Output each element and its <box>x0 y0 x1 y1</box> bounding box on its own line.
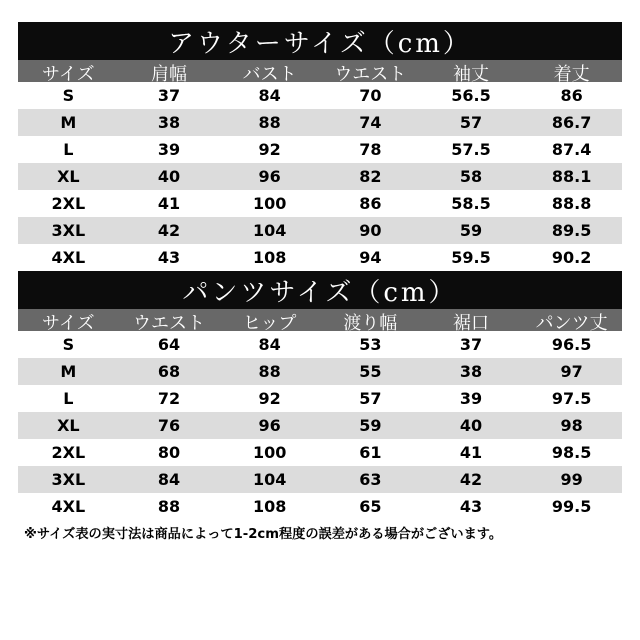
pants-table-cell: 88 <box>258 362 281 381</box>
pants-table-cell: L <box>63 389 74 408</box>
pants-table-cell: 100 <box>252 443 287 462</box>
outer-table-row <box>18 136 622 163</box>
pants-header-cell: ウエスト <box>132 313 205 334</box>
pants-table-cell: 96.5 <box>551 335 592 354</box>
outer-table-cell: 37 <box>157 86 181 105</box>
pants-table-cell: 53 <box>359 335 382 354</box>
pants-header-cell: 渡り幅 <box>343 313 398 334</box>
pants-header-cell: ヒップ <box>242 313 297 334</box>
outer-table-row <box>18 163 622 190</box>
outer-table-row <box>18 109 622 136</box>
pants-table-cell: 38 <box>459 362 483 381</box>
pants-table-cell: 72 <box>157 389 181 408</box>
pants-table-cell: 41 <box>459 443 483 462</box>
outer-size-title: アウターサイズ（cm） <box>18 22 622 60</box>
pants-table-cell: 39 <box>459 389 483 408</box>
outer-table-cell: 2XL <box>51 194 86 213</box>
pants-table-cell: 3XL <box>51 470 86 489</box>
pants-table-cell: 98 <box>560 416 583 435</box>
outer-table-cell: 104 <box>252 221 287 240</box>
outer-table-cell: 100 <box>252 194 287 213</box>
outer-table-cell: M <box>60 113 77 132</box>
pants-table-row <box>18 331 622 358</box>
pants-table-cell: XL <box>57 416 80 435</box>
size-note: ※サイズ表の実寸法は商品によって1-2cm程度の誤差がある場合がございます。 <box>24 526 503 542</box>
pants-size-title: パンツサイズ（cm） <box>18 271 622 309</box>
outer-table-cell: 90.2 <box>551 248 592 267</box>
outer-table-cell: 88.1 <box>551 167 592 186</box>
outer-table-cell: 78 <box>359 140 382 159</box>
outer-table-cell: L <box>63 140 74 159</box>
pants-table-cell: 84 <box>157 470 181 489</box>
pants-table-cell: 43 <box>459 497 483 516</box>
pants-table-cell: 98.5 <box>551 443 592 462</box>
pants-table-row <box>18 493 622 520</box>
outer-header-cell: 肩幅 <box>150 64 187 85</box>
pants-table-cell: 76 <box>157 416 181 435</box>
pants-table-cell: 4XL <box>51 497 86 516</box>
outer-table-cell: 70 <box>359 86 382 105</box>
pants-table-cell: 37 <box>459 335 483 354</box>
outer-table-cell: 92 <box>258 140 281 159</box>
pants-table-cell: 97.5 <box>551 389 592 408</box>
pants-table-cell: 108 <box>252 497 287 516</box>
outer-table-cell: 74 <box>359 113 382 132</box>
pants-table-cell: 40 <box>459 416 483 435</box>
outer-table-cell: 56.5 <box>451 86 491 105</box>
pants-table-cell: 92 <box>258 389 281 408</box>
outer-table-cell: 86 <box>359 194 382 213</box>
outer-table-cell: 82 <box>359 167 382 186</box>
pants-table-cell: 55 <box>359 362 382 381</box>
outer-table-row <box>18 190 622 217</box>
outer-table-cell: 57 <box>459 113 483 132</box>
outer-table-cell: 42 <box>157 221 181 240</box>
pants-table-cell: S <box>62 335 75 354</box>
outer-table-cell: S <box>62 86 75 105</box>
outer-table-cell: 87.4 <box>551 140 592 159</box>
outer-table-cell: 89.5 <box>551 221 592 240</box>
outer-table-cell: 59 <box>459 221 483 240</box>
outer-table-cell: 38 <box>157 113 181 132</box>
outer-header-cell: 着丈 <box>553 64 590 85</box>
outer-header-cell: バスト <box>242 64 297 85</box>
outer-table-row <box>18 217 622 244</box>
pants-table-cell: 96 <box>258 416 281 435</box>
pants-table-cell: 104 <box>252 470 287 489</box>
pants-table-row <box>18 385 622 412</box>
outer-table-cell: 39 <box>157 140 181 159</box>
outer-table-cell: 86 <box>560 86 583 105</box>
outer-table-body <box>18 82 622 271</box>
pants-table-cell: 42 <box>459 470 483 489</box>
pants-table-cell: 63 <box>359 470 382 489</box>
outer-table-cell: 90 <box>359 221 382 240</box>
outer-table-cell: 43 <box>157 248 181 267</box>
outer-header-cell: サイズ <box>42 64 95 85</box>
pants-header-cell: 裾口 <box>452 313 489 334</box>
outer-table-cell: 96 <box>258 167 281 186</box>
pants-table-cell: 80 <box>157 443 181 462</box>
pants-header-cell: サイズ <box>42 313 95 334</box>
outer-table-cell: 108 <box>252 248 287 267</box>
outer-table-cell: XL <box>57 167 80 186</box>
pants-table-cell: 59 <box>359 416 382 435</box>
outer-table-cell: 94 <box>359 248 382 267</box>
size-chart <box>18 22 622 544</box>
pants-table-cell: 65 <box>359 497 382 516</box>
pants-table-row <box>18 466 622 493</box>
pants-table-cell: 57 <box>359 389 382 408</box>
outer-table-cell: 40 <box>157 167 181 186</box>
pants-header-cell: パンツ丈 <box>535 313 608 334</box>
outer-header-cell: ウエスト <box>334 64 407 85</box>
pants-table-cell: 97 <box>560 362 583 381</box>
outer-table-cell: 59.5 <box>451 248 491 267</box>
outer-table-row <box>18 244 622 271</box>
outer-table-cell: 4XL <box>51 248 86 267</box>
outer-table-cell: 58 <box>459 167 483 186</box>
pants-table-cell: 64 <box>157 335 181 354</box>
outer-table-cell: 84 <box>258 86 281 105</box>
pants-table-cell: 61 <box>359 443 382 462</box>
pants-table-row <box>18 412 622 439</box>
pants-table-cell: 99.5 <box>551 497 592 516</box>
pants-table-row <box>18 439 622 466</box>
outer-table-row <box>18 82 622 109</box>
outer-table-cell: 86.7 <box>551 113 592 132</box>
pants-table-cell: M <box>60 362 77 381</box>
pants-header-row <box>18 309 622 334</box>
pants-table-cell: 88 <box>157 497 181 516</box>
pants-table-cell: 99 <box>560 470 583 489</box>
outer-table-cell: 57.5 <box>451 140 491 159</box>
outer-table-cell: 88.8 <box>551 194 592 213</box>
outer-table-cell: 3XL <box>51 221 86 240</box>
outer-header-cell: 袖丈 <box>452 64 489 85</box>
outer-header-row <box>18 60 622 85</box>
pants-table-body <box>18 331 622 520</box>
pants-table-cell: 68 <box>157 362 181 381</box>
outer-table-cell: 58.5 <box>451 194 491 213</box>
pants-table-cell: 84 <box>258 335 281 354</box>
pants-table-row <box>18 358 622 385</box>
outer-table-cell: 41 <box>157 194 181 213</box>
outer-table-cell: 88 <box>258 113 281 132</box>
pants-table-cell: 2XL <box>51 443 86 462</box>
